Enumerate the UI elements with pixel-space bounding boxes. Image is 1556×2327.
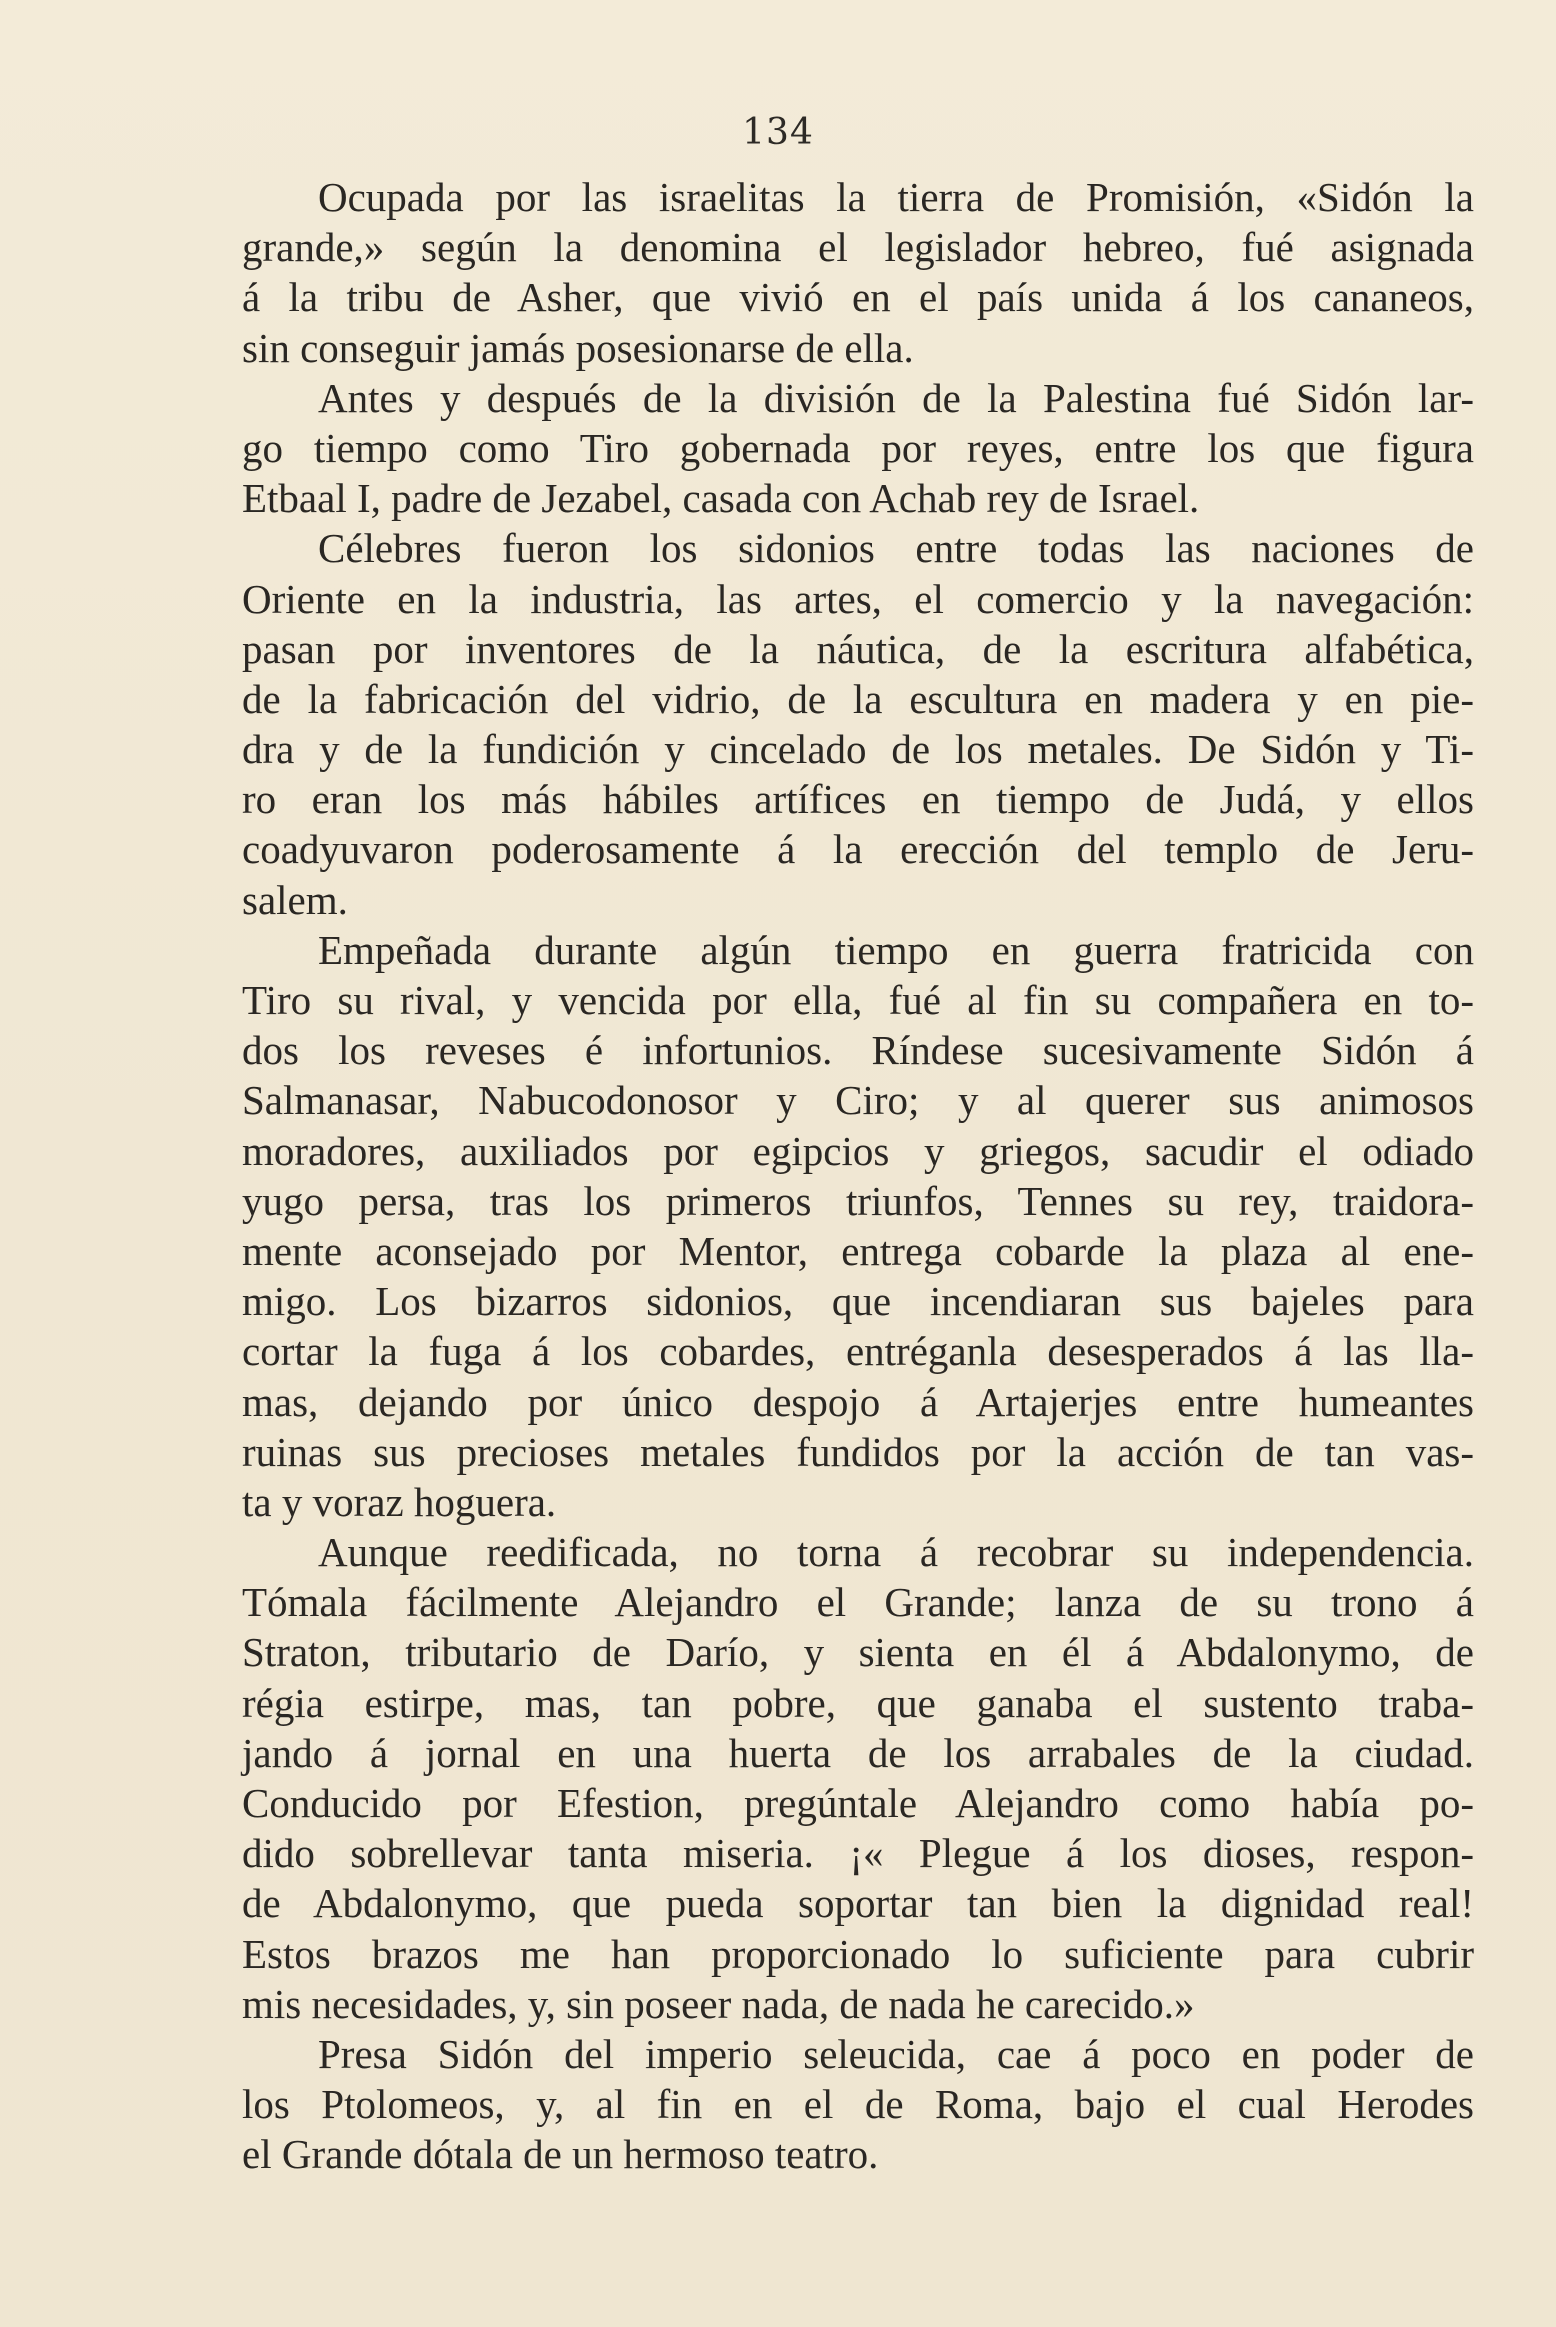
text-line: Tiro su rival, y vencida por ella, fué al fin su compañera en to- [242,977,1474,1023]
text-line: Etbaal I, padre de Jezabel, casada con Achab rey de Israel. [242,475,1200,522]
text-line: Conducido por Efestion, pregúntale Alejandro como había po- [242,1780,1474,1826]
text-line: salem. [242,876,348,923]
text-line: Empeñada durante algún tiempo en guerra fratricida con [318,926,1474,973]
text-line: dos los reveses é infortunios. Ríndese sucesivamente Sidón á [242,1027,1474,1074]
text-line: Salmanasar, Nabucodonosor y Ciro; y al querer sus animosos [242,1077,1474,1124]
paragraph [242,373,1474,524]
page-number: 134 [742,112,814,153]
text-line: mente aconsejado por Mentor, entrega cobarde la plaza al ene- [242,1227,1474,1274]
text-line: de la fabricación del vidrio, de la escultura en madera y en pie- [242,675,1474,722]
text-line: de Abdalonymo, que pueda soportar tan bien la dignidad real! [242,1880,1474,1927]
text-line: ruinas sus precioses metales fundidos por la acción de tan vas- [242,1428,1474,1475]
text-line: moradores, auxiliados por egipcios y griegos, sacudir el odiado [242,1127,1474,1174]
text-line: jando á jornal en una huerta de los arrabales de la ciudad. [242,1729,1474,1776]
body-text [242,172,1474,2180]
text-line: Antes y después de la división de la Palestina fué Sidón lar- [318,374,1474,421]
text-line: régia estirpe, mas, tan pobre, que ganaba el sustento traba- [242,1679,1474,1726]
paragraph [242,2029,1474,2180]
text-line: mis necesidades, y, sin poseer nada, de nada he carecido.» [242,1980,1195,2027]
text-line: cortar la fuga á los cobardes, entréganla desesperados á las lla- [242,1328,1474,1375]
text-line: dido sobrellevar tanta miseria. ¡« Plegue á los dioses, respon- [242,1830,1474,1877]
text-line: los Ptolomeos, y, al fin en el de Roma, bajo el cual Herodes [242,2081,1474,2128]
text-line: yugo persa, tras los primeros triunfos, Tennes su rey, traidora- [242,1177,1474,1224]
text-line: ta y voraz hoguera. [242,1478,557,1525]
text-line: Ocupada por las israelitas la tierra de Promisión, «Sidón la [318,174,1474,220]
text-line: migo. Los bizarros sidonios, que incendiaran sus bajeles para [242,1278,1474,1325]
paragraph [242,172,1474,373]
paragraph [242,523,1474,925]
text-line: ro eran los más hábiles artífices en tiempo de Judá, y ellos [242,776,1474,823]
text-line: Presa Sidón del imperio seleucida, cae á poco en poder de [318,2030,1474,2077]
text-line: Célebres fueron los sidonios entre todas las naciones de [318,525,1474,572]
text-line: á la tribu de Asher, que vivió en el país unida á los cananeos, [242,274,1474,321]
text-line: el Grande dótala de un hermoso teatro. [242,2131,879,2178]
text-line: mas, dejando por único despojo á Artajerjes entre humeantes [242,1378,1474,1425]
paragraph [242,1527,1474,2029]
text-line: Oriente en la industria, las artes, el comercio y la navegación: [242,575,1474,622]
text-line: Aunque reedificada, no torna á recobrar su independencia. [318,1529,1474,1576]
text-line: dra y de la fundición y cincelado de los metales. De Sidón y Ti- [242,726,1474,773]
text-line: pasan por inventores de la náutica, de la escritura alfabética, [242,625,1474,672]
text-line: Tómala fácilmente Alejandro el Grande; lanza de su trono á [242,1579,1474,1626]
text-line: sin conseguir jamás posesionarse de ella. [242,324,914,371]
paragraph [242,925,1474,1527]
text-line: grande,» según la denomina el legislador hebreo, fué asignada [242,224,1474,271]
text-line: go tiempo como Tiro gobernada por reyes, entre los que figura [242,424,1474,471]
text-line: Straton, tributario de Darío, y sienta en él á Abdalonymo, de [242,1629,1474,1676]
text-line: coadyuvaron poderosamente á la erección del templo de Jeru- [242,826,1474,873]
text-line: Estos brazos me han proporcionado lo suficiente para cubrir [242,1930,1474,1977]
